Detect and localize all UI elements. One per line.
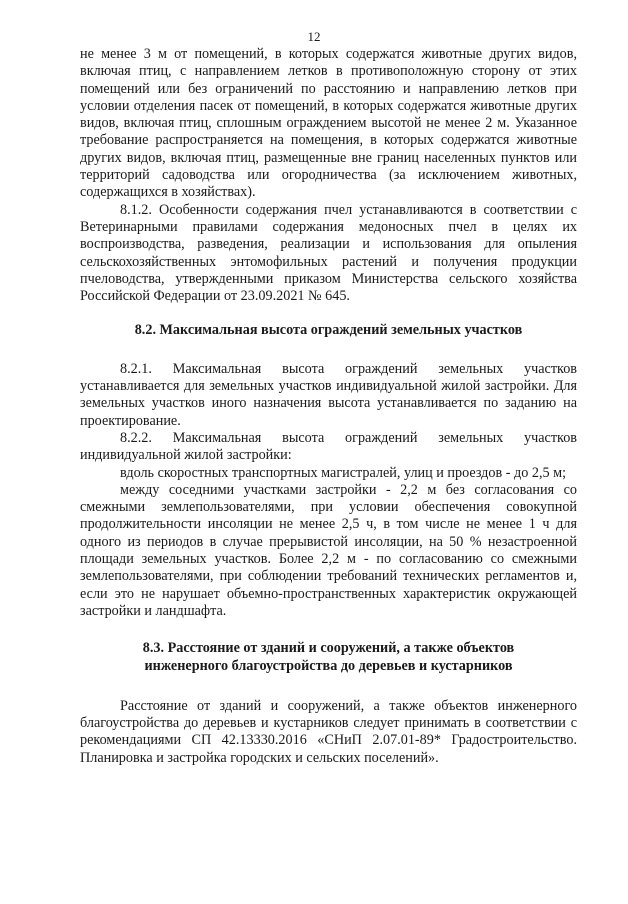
- paragraph-8-3: Расстояние от зданий и сооружений, а также объектов инженерного благоустройства до деревьев и кустарников следует принимать в соответствии с рекомендациями СП 42.13330.2016 «СНиП 2.07.01-89* Градостроительство. Планировка и застройка городских и сельских поселений».: [80, 697, 577, 766]
- section-heading-8-3-line1: 8.3. Расстояние от зданий и сооружений, а также объектов: [142, 640, 515, 657]
- page-content: [80, 46, 577, 767]
- page-number: 12: [307, 29, 321, 44]
- paragraph-8-2-2: 8.2.2. Максимальная высота ограждений земельных участков индивидуальной жилой застройки:: [80, 429, 577, 464]
- section-heading-8-2: 8.2. Максимальная высота ограждений земельных участков: [134, 322, 523, 339]
- paragraph-8-2-1: 8.2.1. Максимальная высота ограждений земельных участков устанавливается для земельных участков индивидуальной жилой застройки. Для земельных участков иного назначения высота устанавливается по заданию на проектирование.: [80, 360, 577, 429]
- section-heading-8-3-line2: инженерного благоустройства до деревьев и кустарников: [144, 657, 513, 674]
- paragraph-continued: не менее 3 м от помещений, в которых содержатся животные других видов, включая птиц, с направлением летков в противоположную сторону от этих помещений или без ограничений по расстоянию и направлению летков при условии отделения пасек от помещений, в которых содержатся животные других видов, включая птиц, сплошным ограждением высотой не менее 2 м. Указанное требование распространяется на помещения, в которых содержатся животные других видов, включая птиц, размещенные вне границ населенных пунктов или территорий садоводства или огородничества (за исключением животных, содержащихся в хозяйствах).: [80, 46, 577, 201]
- paragraph-8-1-2: 8.1.2. Особенности содержания пчел устанавливаются в соответствии с Ветеринарными правилами содержания медоносных пчел в целях их воспроизводства, разведения, реализации и использования для опыления сельскохозяйственных энтомофильных растений и получения продукции пчеловодства, утвержденными приказом Министерства сельского хозяйства Российской Федерации от 23.09.2021 № 645.: [80, 201, 577, 305]
- paragraph-neighbors-height: между соседними участками застройки - 2,2 м без согласования со смежными землепользователями, при условии обеспечения совокупной продолжительности инсоляции не менее 2,5 ч, в том числе не менее 1 ч для одного из периодов в случае прерывистой инсоляции, на 50 % незастроенной площади земельных участков. Более 2,2 м - по согласованию со смежными землепользователями, при соблюдении требований технических регламентов и, если это не нарушает объемно-пространственных характеристик окружающей застройки и ландшафта.: [80, 481, 577, 619]
- paragraph-roads-height: вдоль скоростных транспортных магистралей, улиц и проездов - до 2,5 м;: [120, 464, 567, 481]
- section-heading-8-3: [80, 640, 577, 675]
